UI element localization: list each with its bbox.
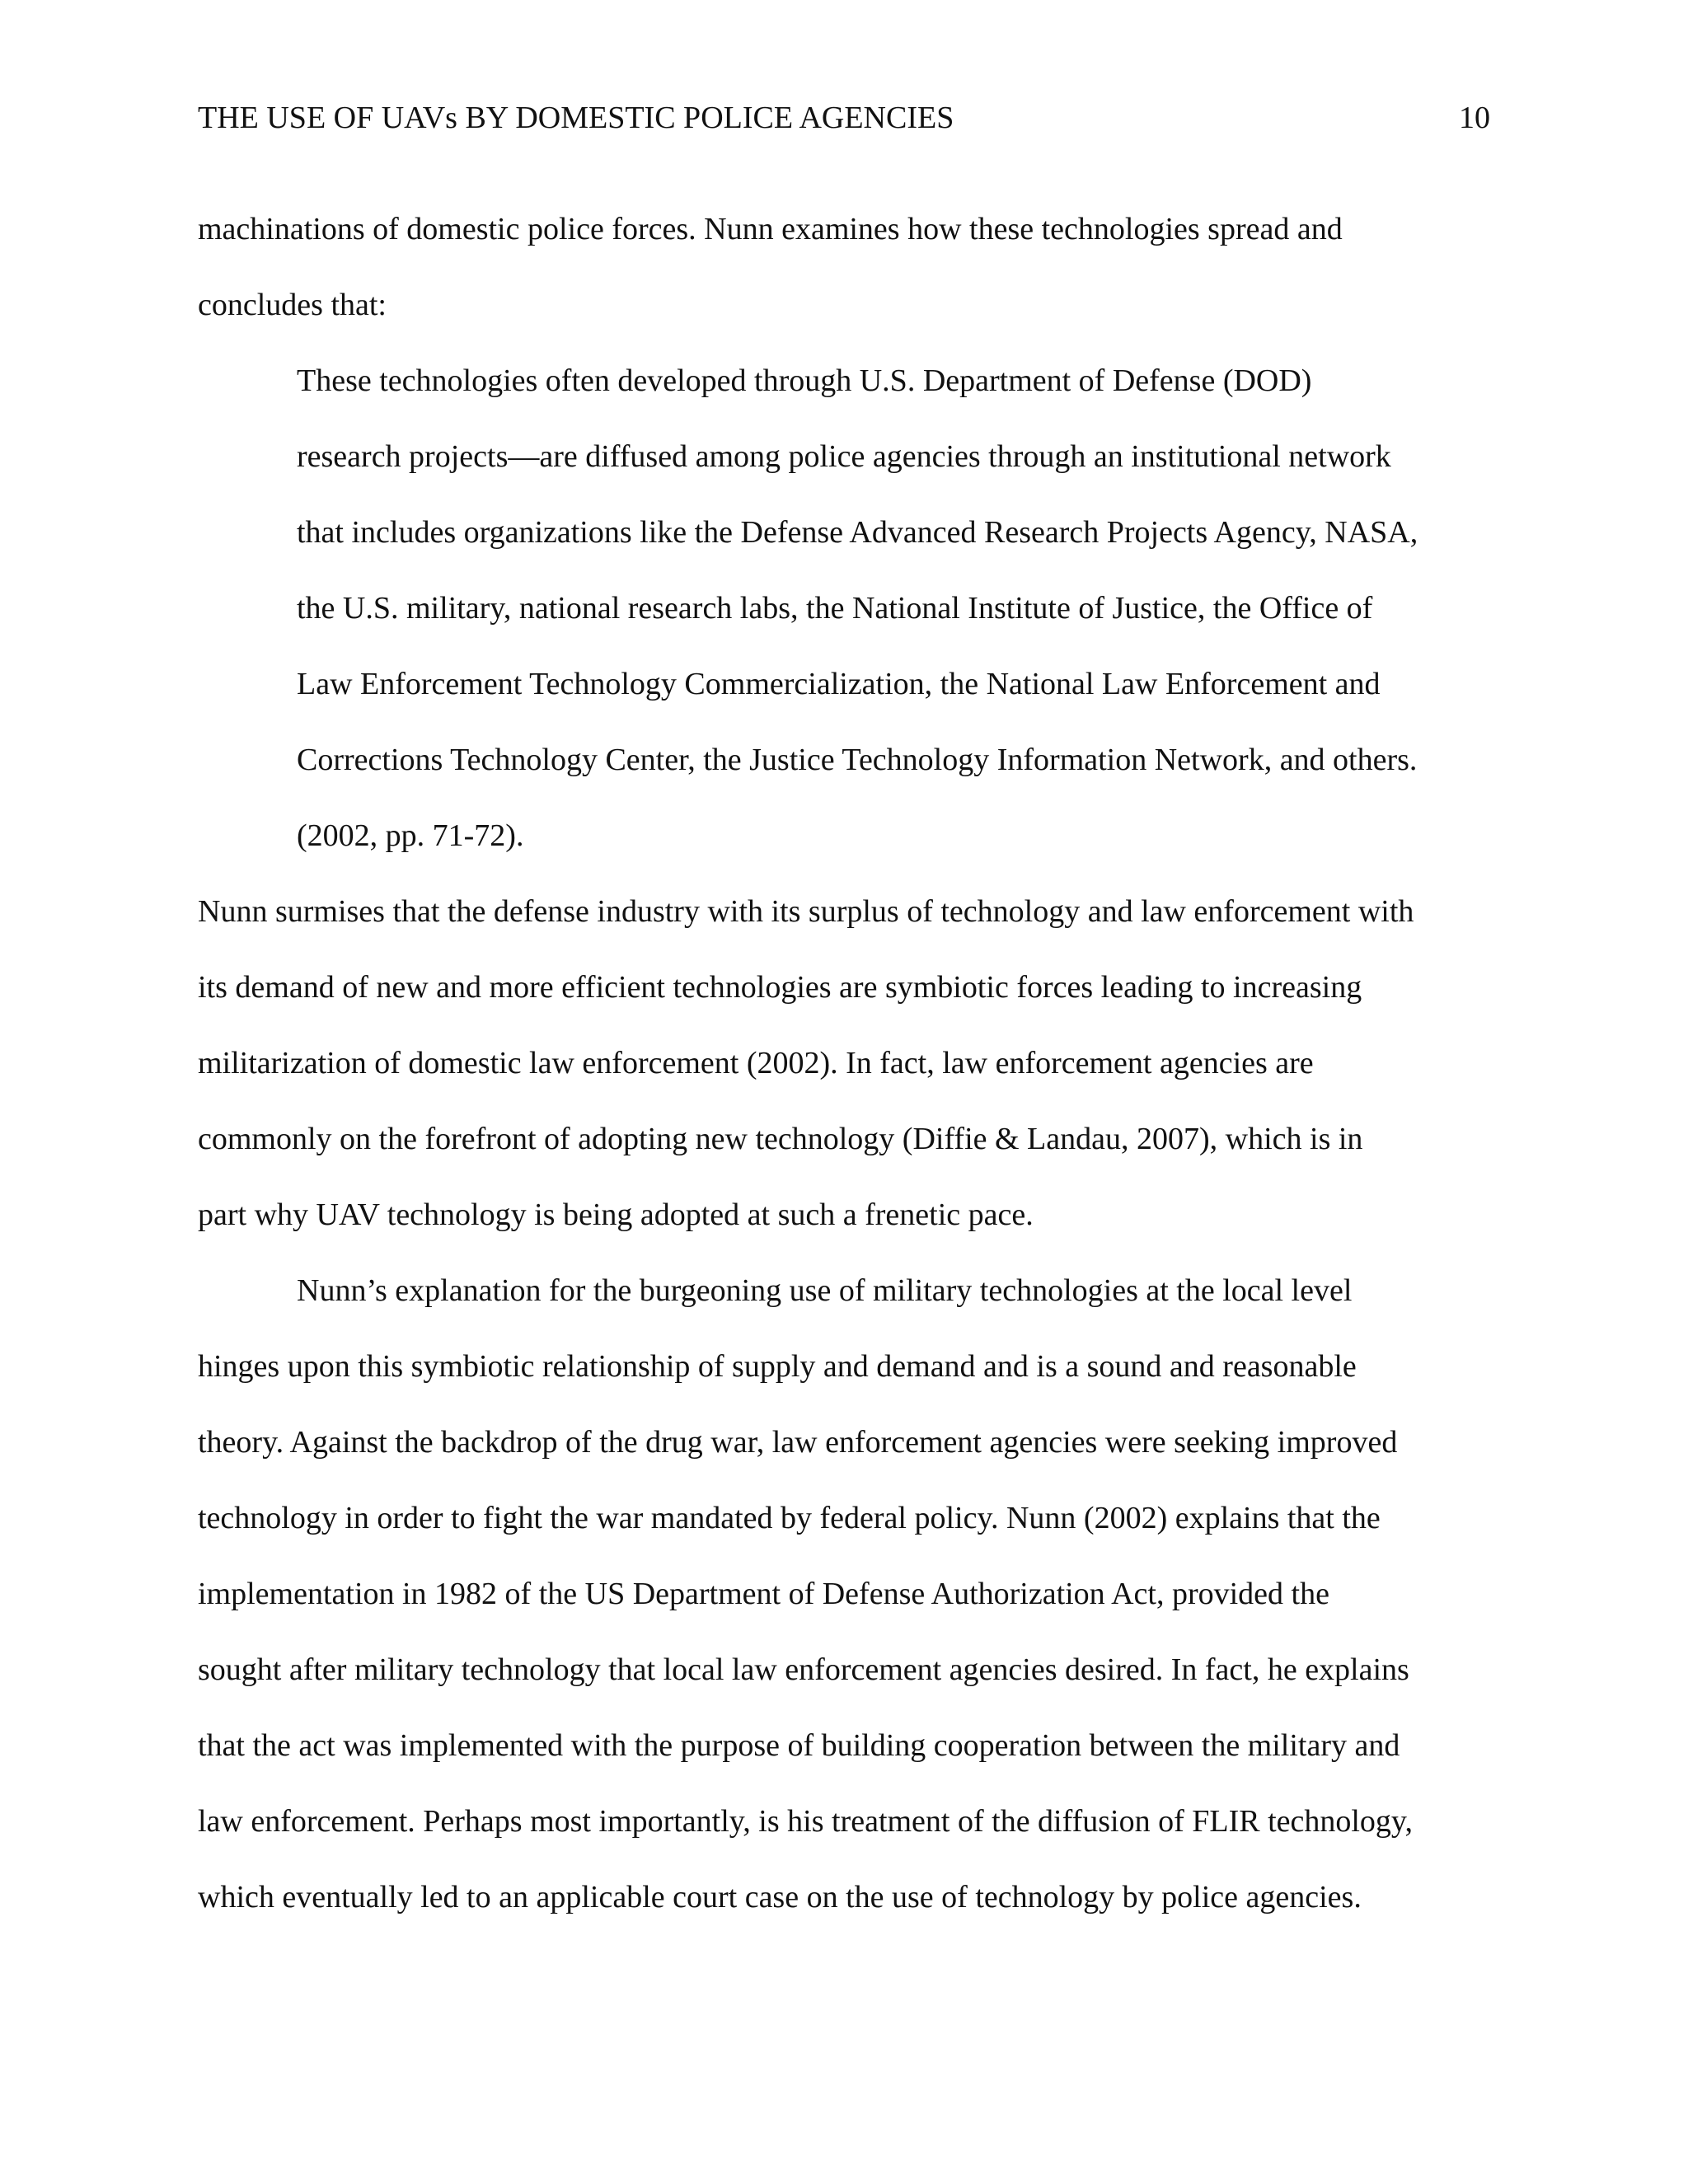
- text-line: sought after military technology that local law enforcement agencies desired. In fact, he explains: [198, 1652, 1409, 1687]
- text-line: hinges upon this symbiotic relationship of supply and demand and is a sound and reasonable: [198, 1349, 1357, 1384]
- page-number: 10: [1459, 101, 1490, 135]
- text-line: technology in order to fight the war mandated by federal policy. Nunn (2002) explains that the: [198, 1501, 1381, 1535]
- quote-line: Law Enforcement Technology Commercialization, the National Law Enforcement and: [297, 667, 1381, 701]
- text-line: militarization of domestic law enforcement (2002). In fact, law enforcement agencies are: [198, 1046, 1314, 1080]
- paragraph-1: [198, 191, 1498, 343]
- quote-line: research projects—are diffused among police agencies through an institutional network: [297, 439, 1391, 474]
- text-line: theory. Against the backdrop of the drug war, law enforcement agencies were seeking improved: [198, 1425, 1398, 1460]
- text-line: law enforcement. Perhaps most importantly, is his treatment of the diffusion of FLIR technology,: [198, 1804, 1413, 1839]
- text-line: Nunn surmises that the defense industry with its surplus of technology and law enforcement with: [198, 894, 1414, 929]
- text-line: commonly on the forefront of adopting new technology (Diffie & Landau, 2007), which is in: [198, 1122, 1363, 1156]
- text-line: that the act was implemented with the purpose of building cooperation between the military and: [198, 1728, 1400, 1763]
- text-line: concludes that:: [198, 288, 387, 322]
- running-head: THE USE OF UAVs BY DOMESTIC POLICE AGENCIES: [198, 101, 954, 135]
- page-header: [198, 97, 1490, 138]
- block-quote: [198, 343, 1498, 874]
- quote-line: These technologies often developed through U.S. Department of Defense (DOD): [297, 363, 1312, 398]
- quote-line: Corrections Technology Center, the Justice Technology Information Network, and others.: [297, 743, 1418, 777]
- quote-citation: (2002, pp. 71-72).: [297, 818, 524, 853]
- quote-line: that includes organizations like the Defense Advanced Research Projects Agency, NASA,: [297, 515, 1418, 550]
- text-line: its demand of new and more efficient technologies are symbiotic forces leading to increasing: [198, 970, 1362, 1005]
- text-line: machinations of domestic police forces. Nunn examines how these technologies spread and: [198, 212, 1343, 246]
- text-line: which eventually led to an applicable court case on the use of technology by police agencies.: [198, 1880, 1362, 1915]
- paragraph-2: [198, 874, 1498, 1253]
- body-text: [198, 191, 1498, 1935]
- text-line: part why UAV technology is being adopted at such a frenetic pace.: [198, 1197, 1034, 1232]
- text-line: Nunn’s explanation for the burgeoning use of military technologies at the local level: [297, 1273, 1353, 1308]
- quote-line: the U.S. military, national research labs, the National Institute of Justice, the Office of: [297, 591, 1373, 626]
- text-line: implementation in 1982 of the US Department of Defense Authorization Act, provided the: [198, 1577, 1329, 1611]
- paragraph-3: [198, 1253, 1498, 1935]
